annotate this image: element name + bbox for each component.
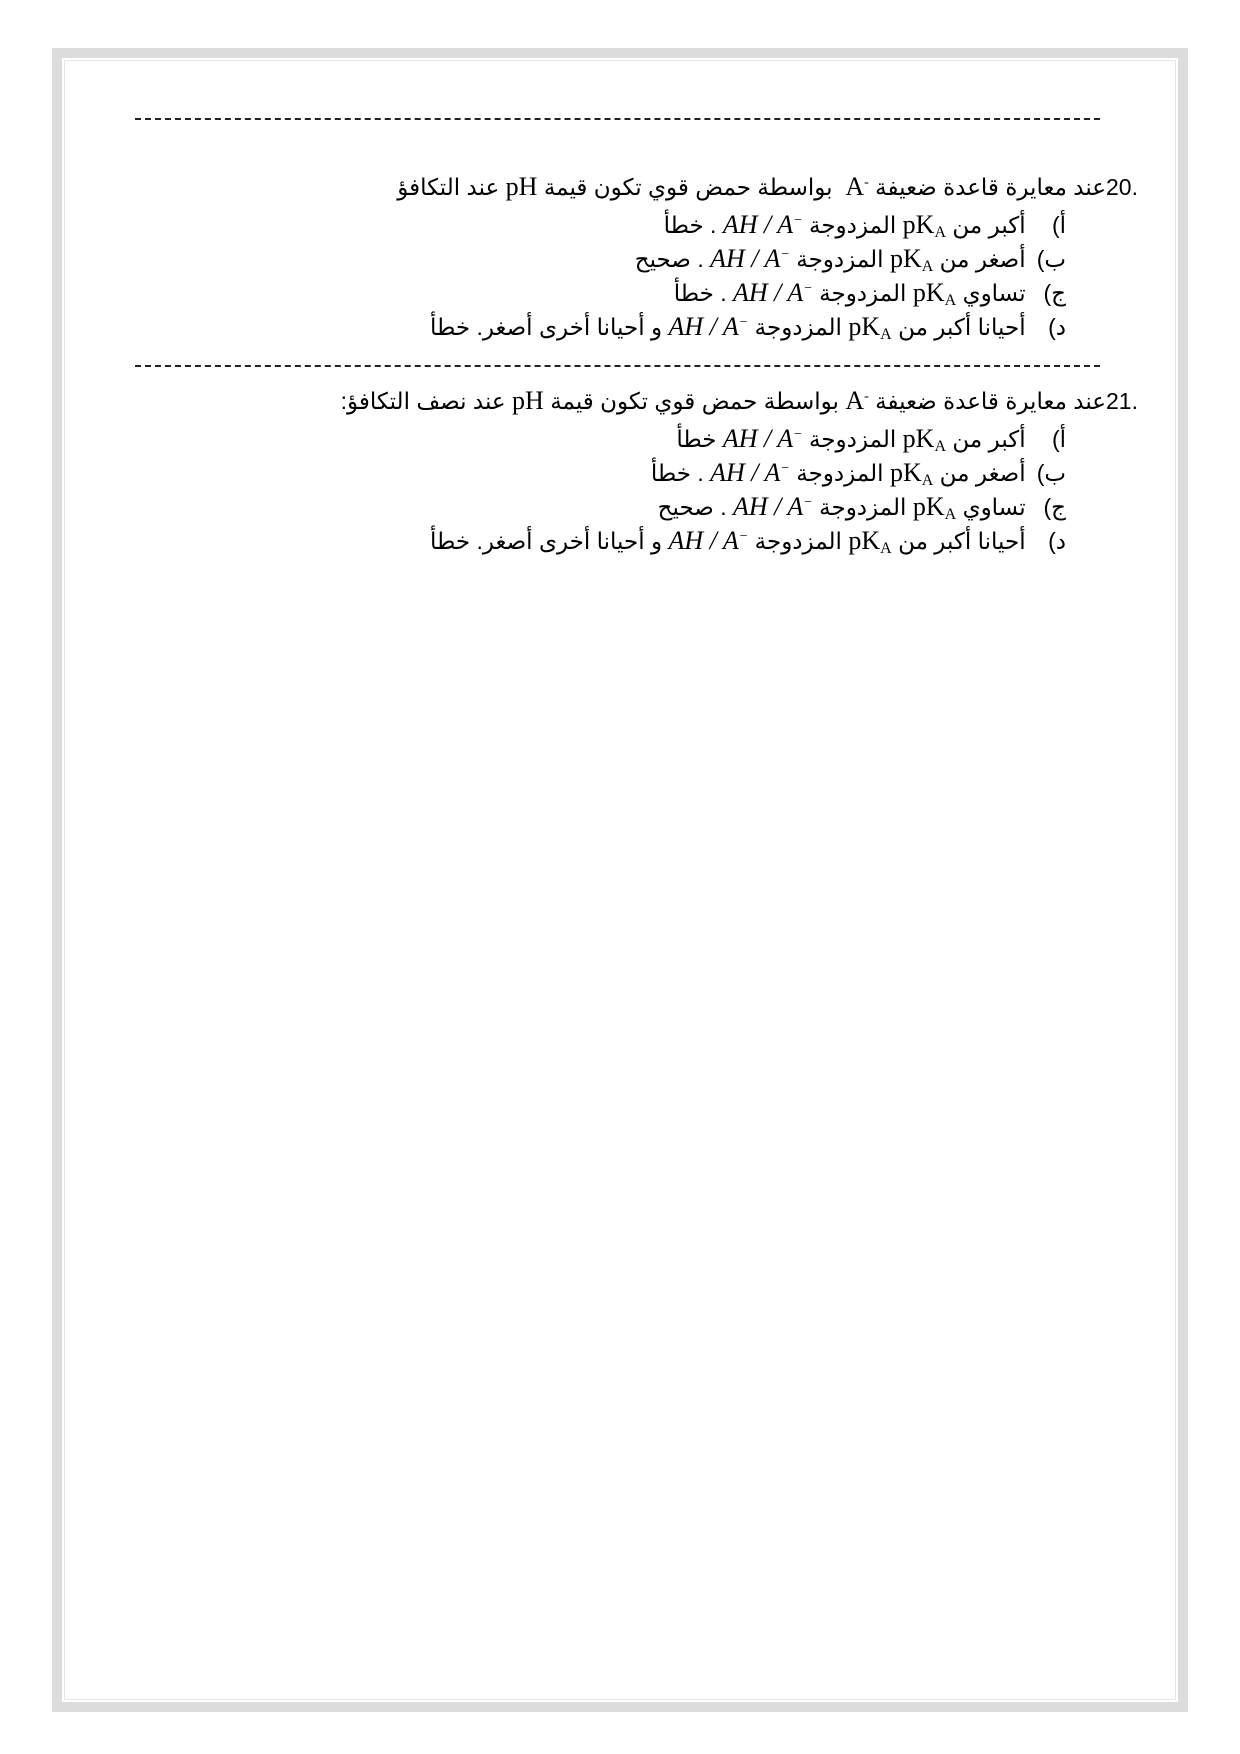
option-letter: أ) bbox=[1051, 212, 1066, 238]
question-number: 21. bbox=[1106, 388, 1138, 414]
ion-symbol: A- bbox=[845, 386, 869, 415]
option-letter: د) bbox=[1048, 314, 1066, 340]
option-d: د) أحيانا أكبر من $pK_A$ المزدوجة AH / A− و أحيانا أخرى أصغر. خطأ bbox=[429, 312, 1066, 343]
option-a: أ) أكبر من $pK_A$ المزدوجة AH / A− خطأ bbox=[676, 424, 1066, 455]
question-stem bbox=[397, 166, 1138, 204]
option-a: أ) أكبر من $pK_A$ المزدوجة AH / A− . خطأ bbox=[663, 210, 1066, 241]
option-letter: ب) bbox=[1036, 246, 1066, 272]
ph-symbol: pH bbox=[505, 172, 538, 201]
question-21 bbox=[340, 380, 1138, 557]
option-letter: د) bbox=[1048, 528, 1066, 554]
option-b: ب) أصغر من $pK_A$ المزدوجة AH / A− . صحيح bbox=[634, 244, 1066, 275]
option-b: ب) أصغر من $pK_A$ المزدوجة AH / A− . خطأ bbox=[650, 458, 1066, 489]
separator-middle bbox=[135, 365, 1100, 367]
option-letter: ج) bbox=[1043, 494, 1066, 520]
acid-base-couple: AH / A− bbox=[722, 210, 803, 239]
pka-symbol: $pK_A$ bbox=[902, 210, 947, 241]
acid-base-couple: AH / A− bbox=[668, 312, 749, 341]
question-stem bbox=[341, 380, 1138, 418]
option-d: د) أحيانا أكبر من $pK_A$ المزدوجة AH / A− و أحيانا أخرى أصغر. خطأ bbox=[429, 526, 1066, 557]
stem-prefix: عند معايرة قاعدة ضعيفة bbox=[875, 388, 1107, 414]
separator-top bbox=[135, 118, 1100, 120]
acid-base-couple: AH / A− bbox=[733, 492, 813, 521]
stem-suffix: عند نصف التكافؤ: bbox=[340, 388, 506, 414]
acid-base-couple: AH / A− bbox=[733, 278, 813, 307]
acid-base-couple: AH / A− bbox=[710, 244, 790, 273]
ion-symbol: A- bbox=[845, 172, 869, 201]
acid-base-couple: AH / A− bbox=[710, 458, 790, 487]
pka-symbol: $pK_A$ bbox=[912, 492, 957, 523]
stem-mid: بواسطة حمض قوي تكون قيمة bbox=[550, 388, 839, 414]
acid-base-couple: AH / A− bbox=[668, 526, 749, 555]
pka-symbol: $pK_A$ bbox=[889, 244, 934, 275]
stem-suffix: عند التكافؤ bbox=[397, 174, 500, 200]
pka-symbol: $pK_A$ bbox=[848, 526, 892, 557]
stem-mid: بواسطة حمض قوي تكون قيمة bbox=[543, 174, 833, 200]
acid-base-couple: AH / A− bbox=[722, 424, 803, 453]
option-letter: ب) bbox=[1036, 460, 1066, 486]
options-list bbox=[341, 418, 1138, 557]
option-letter: أ) bbox=[1051, 426, 1066, 452]
question-number: 20. bbox=[1106, 174, 1138, 200]
stem-prefix: عند معايرة قاعدة ضعيفة bbox=[875, 174, 1107, 200]
pka-symbol: $pK_A$ bbox=[889, 458, 934, 489]
option-c: ج) تساوي $pK_A$ المزدوجة AH / A− . صحيح bbox=[657, 492, 1066, 523]
ph-symbol: pH bbox=[512, 386, 544, 415]
option-letter: ج) bbox=[1043, 280, 1066, 306]
pka-symbol: $pK_A$ bbox=[912, 278, 957, 309]
question-20 bbox=[397, 166, 1138, 343]
pka-symbol: $pK_A$ bbox=[848, 312, 892, 343]
options-list bbox=[397, 204, 1138, 343]
option-c: ج) تساوي $pK_A$ المزدوجة AH / A− . خطأ bbox=[673, 278, 1066, 309]
pka-symbol: $pK_A$ bbox=[902, 424, 947, 455]
